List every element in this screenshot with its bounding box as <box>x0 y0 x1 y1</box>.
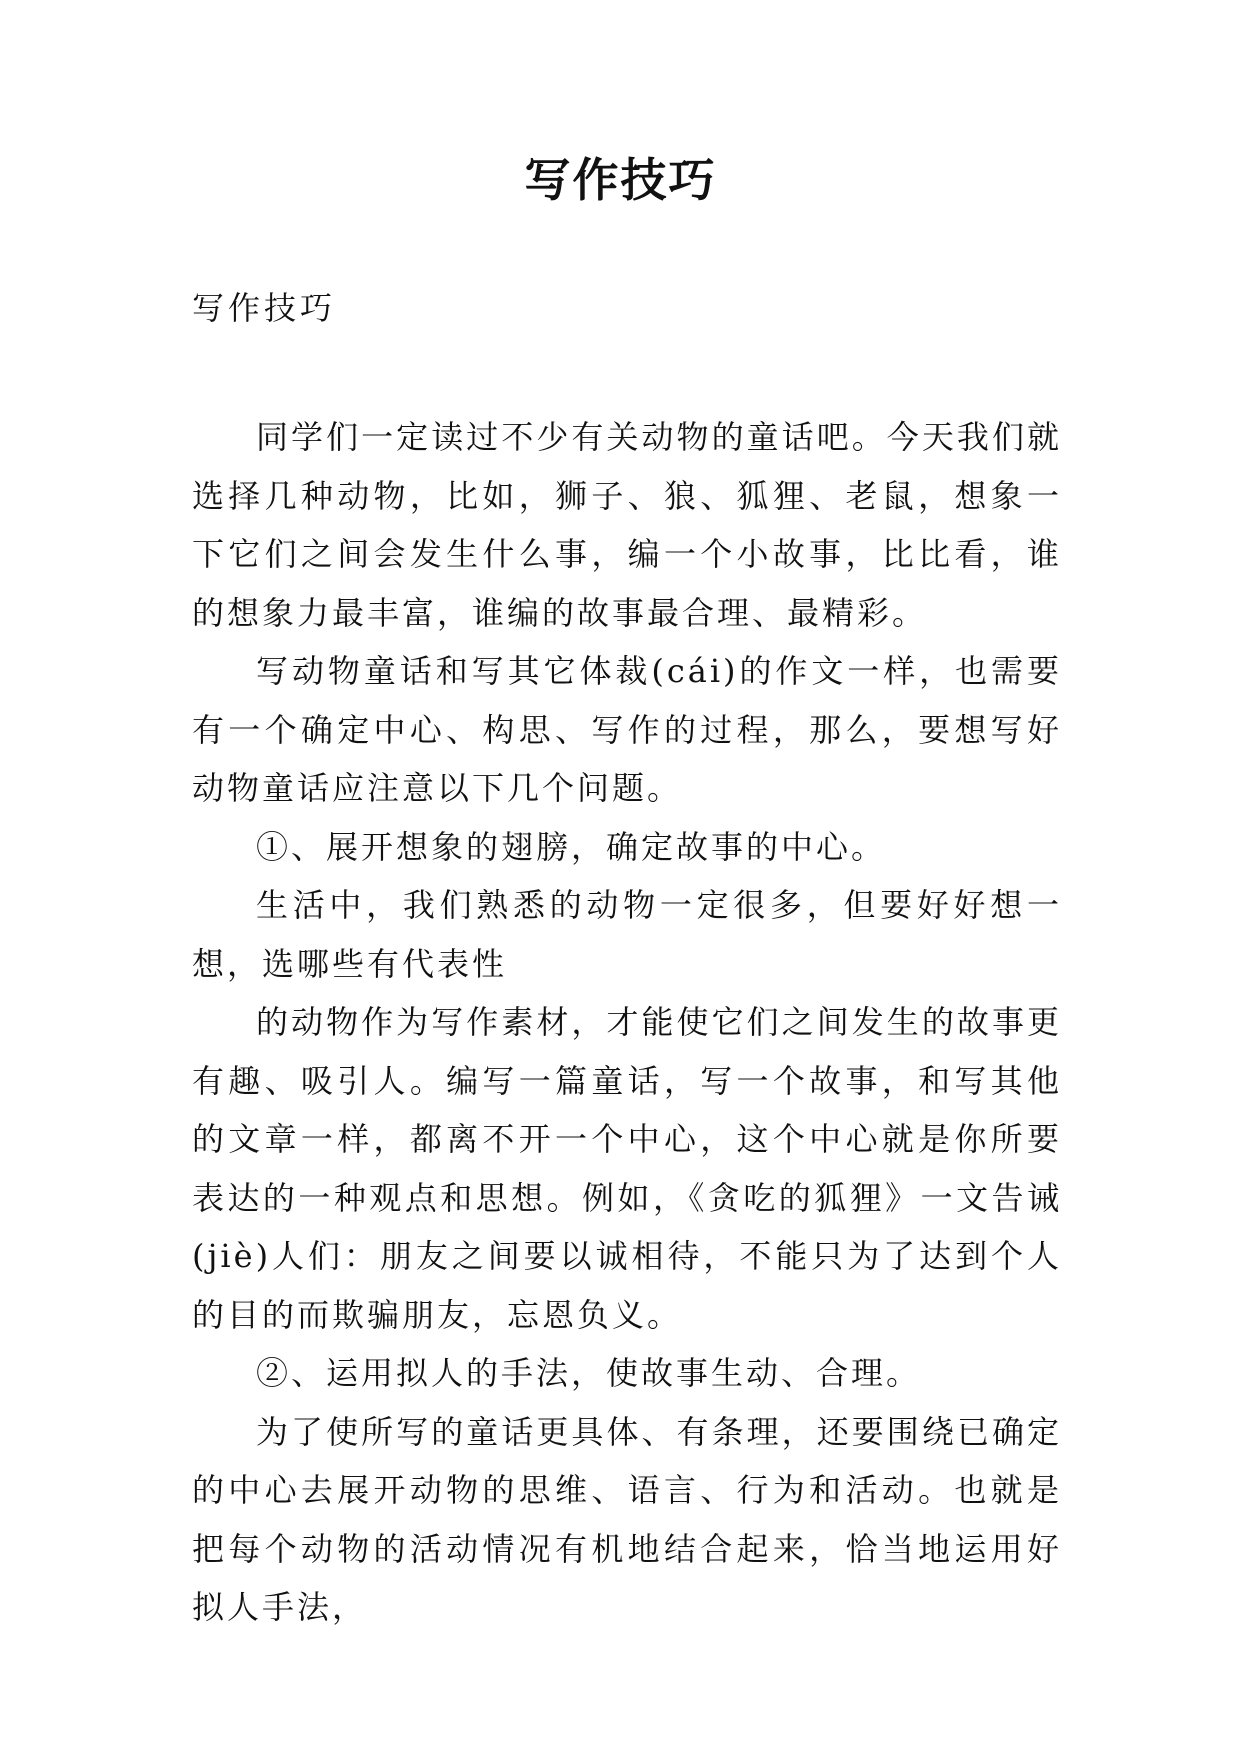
paragraph-7: 为了使所写的童话更具体、有条理，还要围绕已确定的中心去展开动物的思维、语言、行为和活动。也就是把每个动物的活动情况有机地结合起来，恰当地运用好拟人手法， <box>192 1412 1062 1626</box>
document-title: 写作技巧 <box>524 153 717 207</box>
document-subtitle: 写作技巧 <box>192 289 337 327</box>
paragraph-1: 同学们一定读过不少有关动物的童话吧。今天我们就选择几种动物，比如，狮子、狼、狐狸、老鼠，想象一下它们之间会发生什么事，编一个小故事，比比看，谁的想象力最丰富，谁编的故事最合理、最精彩。 <box>192 418 1062 632</box>
paragraph-2: 写动物童话和写其它体裁(cái)的作文一样，也需要有一个确定中心、构思、写作的过程，那么，要想写好动物童话应注意以下几个问题。 <box>192 652 1062 807</box>
paragraph-5: 的动物作为写作素材，才能使它们之间发生的故事更有趣、吸引人。编写一篇童话，写一个故事，和写其他的文章一样，都离不开一个中心，这个中心就是你所要表达的一种观点和思想。例如，《贪吃的狐狸》一文告诫(jiè)人们：朋友之间要以诚相待，不能只为了达到个人的目的而欺骗朋友，忘恩负义。 <box>192 1003 1062 1334</box>
paragraph-4: 生活中，我们熟悉的动物一定很多，但要好好想一想，选哪些有代表性 <box>192 886 1062 983</box>
document-body <box>192 408 1062 1637</box>
paragraph-6-heading: ②、运用拟人的手法，使故事生动、合理。 <box>256 1354 922 1392</box>
paragraph-3-heading: ①、展开想象的翅膀，确定故事的中心。 <box>256 827 887 866</box>
